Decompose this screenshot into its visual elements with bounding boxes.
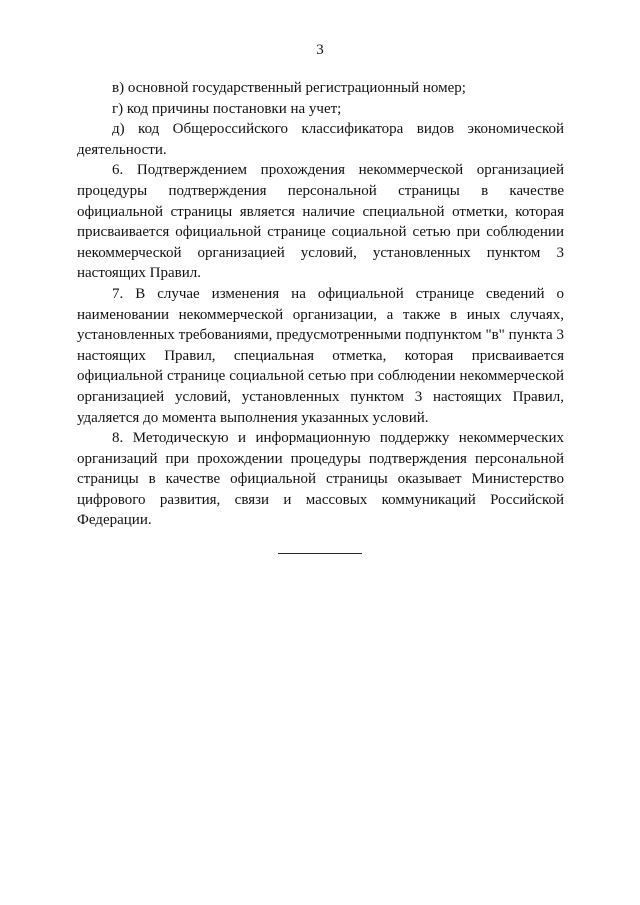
paragraph-clause-6: 6. Подтверждением прохождения некоммерческой организацией процедуры подтверждения персональной страницы в качестве официальной страницы является наличие специальной отметки, которая присваивается официальной странице социальной сетью при соблюдении некоммерческой организацией условий, установленных пунктом 3 настоящих Правил. bbox=[77, 162, 564, 282]
document-body bbox=[77, 78, 564, 531]
paragraph-item-g: г) код причины постановки на учет; bbox=[112, 100, 342, 117]
paragraph-clause-7: 7. В случае изменения на официальной странице сведений о наименовании некоммерческой организации, а также в иных случаях, установленных требованиями, предусмотренными подпунктом "в" пункта 3 настоящих Правил, специальная отметка, которая присваивается официальной странице социальной сетью при соблюдении некоммерческой организацией условий, установленных пунктом 3 настоящих Правил, удаляется до момента выполнения указанных условий. bbox=[77, 285, 564, 426]
paragraph-item-v: в) основной государственный регистрационный номер; bbox=[112, 80, 466, 96]
page-number: 3 bbox=[316, 42, 324, 58]
end-separator-line bbox=[278, 553, 362, 554]
paragraph-item-d: д) код Общероссийского классификатора видов экономической деятельности. bbox=[77, 121, 564, 158]
paragraph-clause-8: 8. Методическую и информационную поддержку некоммерческих организаций при прохождении процедуры подтверждения персональной страницы в качестве официальной страницы оказывает Министерство цифрового развития, связи и массовых коммуникаций Российской Федерации. bbox=[77, 430, 564, 529]
